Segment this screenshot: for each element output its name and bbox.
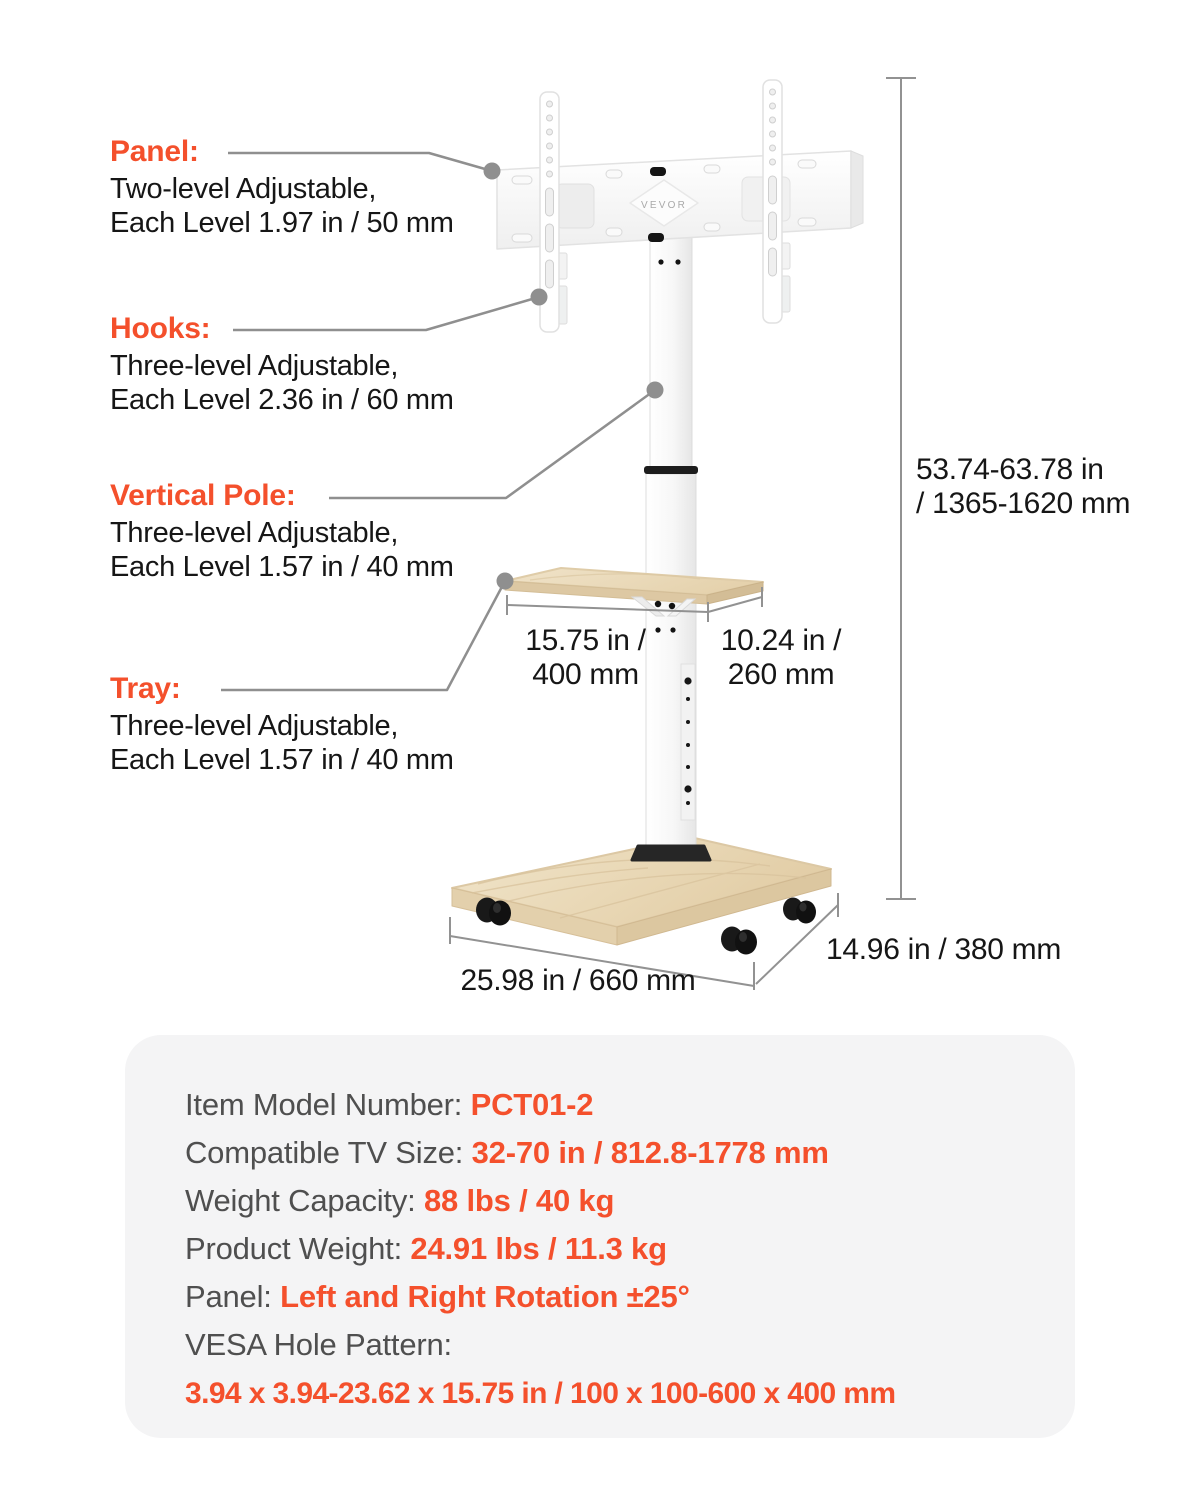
spec-row-vesa-label: VESA Hole Pattern: <box>185 1327 452 1362</box>
vevor-logo-text: VEVOR <box>640 200 688 211</box>
callout-vertical-pole-line1: Three-level Adjustable, <box>110 517 399 549</box>
spec-row-weight-capacity: Weight Capacity: 88 lbs / 40 kg <box>185 1183 615 1218</box>
callout-hooks <box>110 313 454 417</box>
panel-leader-dot <box>484 163 501 180</box>
crossbar-cutout-left <box>556 184 594 228</box>
spec-row-vesa-value: 3.94 x 3.94-23.62 x 15.75 in / 100 x 100-600 x 400 mm <box>185 1377 896 1410</box>
crossbar-black-slot-bottom <box>648 233 664 242</box>
callout-vertical-pole-line2: Each Level 1.57 in / 40 mm <box>110 550 454 583</box>
pole-clamp-seam <box>644 466 698 474</box>
tray-width-dimension-text: 15.75 in / 400 mm <box>525 624 646 691</box>
caster-wheel <box>783 898 816 924</box>
height-dimension-text: 53.74-63.78 in / 1365-1620 mm <box>916 453 1131 520</box>
crossbar-black-slot-top <box>650 167 666 176</box>
callout-panel-line1: Two-level Adjustable, <box>110 173 377 205</box>
adjustment-hole-strip <box>681 664 695 820</box>
callout-panel-line2: Each Level 1.97 in / 50 mm <box>110 206 454 239</box>
callout-hooks-line2: Each Level 2.36 in / 60 mm <box>110 383 454 416</box>
pole-base-mount <box>632 846 710 860</box>
tray-leader-dot <box>497 573 514 590</box>
vertical-pole <box>632 228 710 860</box>
callout-panel-title: Panel: <box>110 135 199 168</box>
tray-depth-dimension-text: 10.24 in / 260 mm <box>720 624 842 691</box>
callout-vertical-pole <box>110 480 454 584</box>
spec-panel <box>125 1035 1075 1438</box>
callout-tray-title: Tray: <box>110 672 181 705</box>
caster-wheel <box>721 927 757 955</box>
callout-panel <box>110 136 454 240</box>
spec-row-product-weight: Product Weight: 24.91 lbs / 11.3 kg <box>185 1231 667 1266</box>
spec-row-model: Item Model Number: PCT01-2 <box>185 1087 594 1122</box>
height-dimension-line <box>886 78 916 899</box>
vertical-pole-leader-dot <box>647 382 664 399</box>
spec-row-panel-rotation: Panel: Left and Right Rotation ±25° <box>185 1279 690 1314</box>
base-width-dimension-text: 25.98 in / 660 mm <box>460 964 696 997</box>
callout-hooks-title: Hooks: <box>110 312 211 345</box>
callout-tray <box>110 673 454 777</box>
callout-vertical-pole-title: Vertical Pole: <box>110 479 296 512</box>
callout-hooks-line1: Three-level Adjustable, <box>110 350 399 382</box>
upper-pole <box>650 228 692 474</box>
callout-tray-line1: Three-level Adjustable, <box>110 710 399 742</box>
spec-row-tv-size: Compatible TV Size: 32-70 in / 812.8-1778 mm <box>185 1135 829 1170</box>
crossbar-end-cap <box>851 151 863 228</box>
hooks-leader-dot <box>531 289 548 306</box>
base-depth-dimension-text: 14.96 in / 380 mm <box>826 933 1062 966</box>
callout-tray-line2: Each Level 1.57 in / 40 mm <box>110 743 454 776</box>
